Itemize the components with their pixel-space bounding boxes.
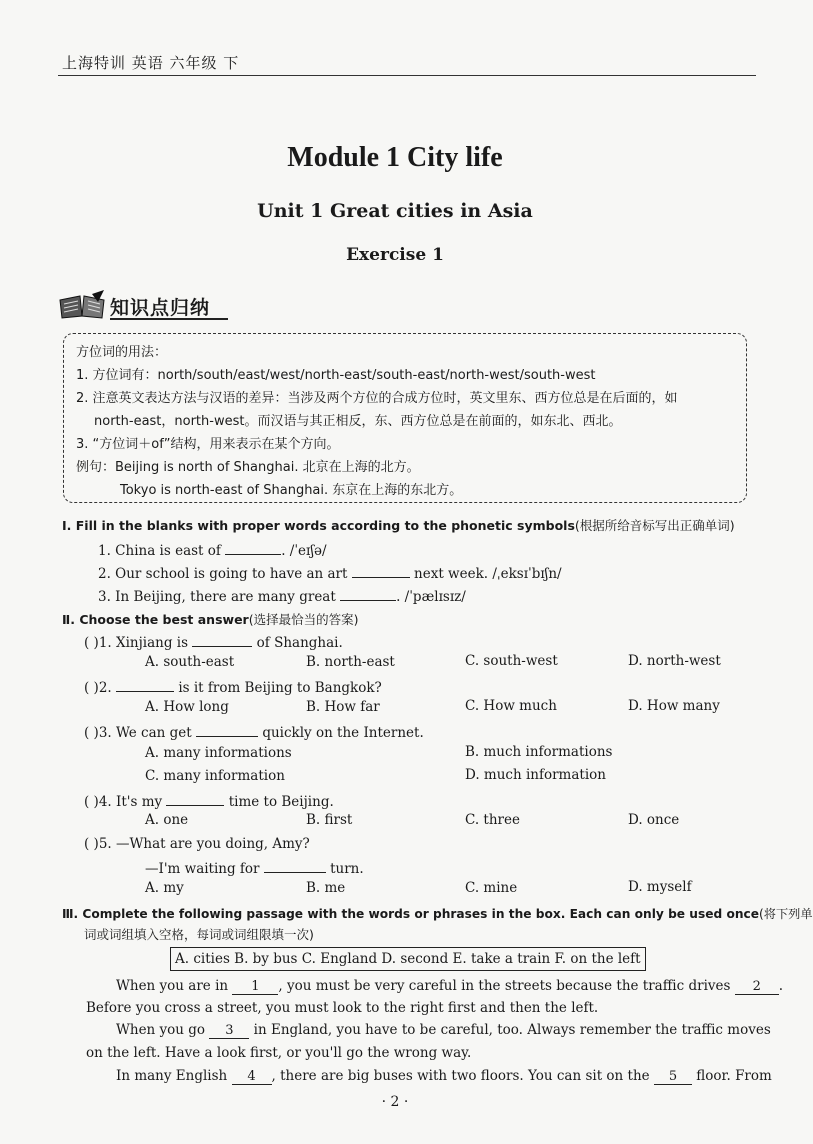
option[interactable]: D. once: [628, 812, 680, 828]
question-5-line-2: —I'm waiting for turn.: [145, 858, 364, 877]
option[interactable]: B. first: [306, 812, 353, 828]
answer-blank: [196, 722, 258, 737]
question-4: ( )4. It's my time to Beijing.: [84, 791, 334, 810]
answer-paren[interactable]: ( ): [84, 836, 99, 852]
answer-blank[interactable]: [352, 563, 410, 578]
section-3-title-cont: 词或词组填入空格，每词或词组限填一次): [84, 927, 314, 942]
answer-blank: [264, 858, 326, 873]
option[interactable]: C. south-west: [465, 653, 558, 669]
passage-blank[interactable]: 5: [654, 1069, 692, 1085]
passage-line: In many English 4 , there are big buses with two floors. You can sit on the 5 floor. From: [116, 1068, 772, 1084]
option[interactable]: C. many information: [145, 768, 285, 784]
option[interactable]: D. myself: [628, 879, 692, 895]
passage-blank[interactable]: 4: [232, 1069, 272, 1085]
header-rule: [58, 75, 756, 76]
passage-line: When you go 3 in England, you have to be careful, too. Always remember the traffic moves: [116, 1022, 771, 1038]
option[interactable]: D. much information: [465, 767, 606, 783]
question-2: ( )2. is it from Beijing to Bangkok?: [84, 677, 382, 696]
option[interactable]: A. many informations: [145, 745, 292, 761]
option[interactable]: B. How far: [306, 699, 380, 715]
option[interactable]: D. How many: [628, 698, 720, 714]
passage-line: Before you cross a street, you must look to the right first and then the left.: [86, 1000, 599, 1016]
option[interactable]: A. How long: [145, 699, 229, 715]
answer-paren[interactable]: ( ): [84, 794, 99, 810]
section-2-title: Ⅱ. Choose the best answer(选择最恰当的答案): [62, 612, 359, 627]
passage-blank[interactable]: 2: [735, 979, 779, 995]
answer-blank[interactable]: [225, 540, 281, 555]
option[interactable]: C. mine: [465, 880, 518, 896]
knowledge-line: 2. 注意英文表达方法与汉语的差异：当涉及两个方位的合成方位时，英文里东、西方位总是在后面的，如: [76, 391, 678, 406]
exercise-title: Exercise 1: [346, 245, 444, 265]
section-1-item: 2. Our school is going to have an art next week. /ˌeksɪˈbɪʃn/: [98, 563, 562, 582]
module-title: Module 1 City life: [287, 142, 503, 173]
section-1-item: 1. China is east of . /ˈeɪʃə/: [98, 540, 327, 559]
option[interactable]: A. my: [145, 880, 184, 896]
running-header: 上海特训 英语 六年级 下: [62, 54, 240, 72]
question-3: ( )3. We can get quickly on the Internet.: [84, 722, 424, 741]
knowledge-heading-underline: [110, 318, 228, 320]
option[interactable]: C. How much: [465, 698, 557, 714]
page-number: · 2 ·: [381, 1094, 409, 1110]
answer-blank: [166, 791, 224, 806]
knowledge-heading-text: 知识点归纳: [110, 297, 211, 319]
unit-title: Unit 1 Great cities in Asia: [257, 200, 533, 222]
answer-paren[interactable]: ( ): [84, 725, 99, 741]
section-1-item: 3. In Beijing, there are many great . /ˈpælɪsɪz/: [98, 586, 466, 605]
knowledge-line: 例句：Beijing is north of Shanghai. 北京在上海的北方。: [76, 460, 420, 475]
passage-blank[interactable]: 3: [209, 1023, 249, 1039]
answer-paren[interactable]: ( ): [84, 680, 99, 696]
passage-line: on the left. Have a look first, or you'll go the wrong way.: [86, 1045, 472, 1061]
answer-blank: [192, 632, 252, 647]
passage-line: When you are in 1 , you must be very careful in the streets because the traffic drives 2 .: [116, 978, 784, 994]
knowledge-line: 3. “方位词＋of”结构，用来表示在某个方向。: [76, 437, 340, 452]
answer-paren[interactable]: ( ): [84, 635, 99, 651]
answer-blank: [116, 677, 174, 692]
knowledge-line: Tokyo is north-east of Shanghai. 东京在上海的东北方。: [120, 483, 463, 498]
knowledge-line: 方位词的用法：: [76, 345, 168, 360]
option[interactable]: A. one: [145, 812, 189, 828]
option[interactable]: D. north-west: [628, 653, 721, 669]
section-3-title: Ⅲ. Complete the following passage with the words or phrases in the box. Each can only be used once(将下列单: [62, 907, 813, 921]
option[interactable]: C. three: [465, 812, 520, 828]
open-book-icon: [58, 292, 106, 320]
option[interactable]: A. south-east: [145, 654, 235, 670]
passage-blank[interactable]: 1: [232, 979, 278, 995]
question-1: ( )1. Xinjiang is of Shanghai.: [84, 632, 343, 651]
option[interactable]: B. much informations: [465, 744, 613, 760]
knowledge-line: north-east，north-west。而汉语与其正相反，东、西方位总是在前面的，如东北、西北。: [94, 414, 622, 429]
option[interactable]: B. me: [306, 880, 346, 896]
word-box: A. cities B. by bus C. England D. second E. take a train F. on the left: [170, 947, 646, 971]
knowledge-line: 1. 方位词有：north/south/east/west/north-east/south-east/north-west/south-west: [76, 368, 596, 383]
question-5: ( )5. —What are you doing, Amy?: [84, 836, 310, 852]
section-1-title: Ⅰ. Fill in the blanks with proper words according to the phonetic symbols(根据所给音标写出正确单词): [62, 518, 735, 533]
knowledge-heading: [58, 288, 233, 324]
option[interactable]: B. north-east: [306, 654, 395, 670]
answer-blank[interactable]: [340, 586, 396, 601]
